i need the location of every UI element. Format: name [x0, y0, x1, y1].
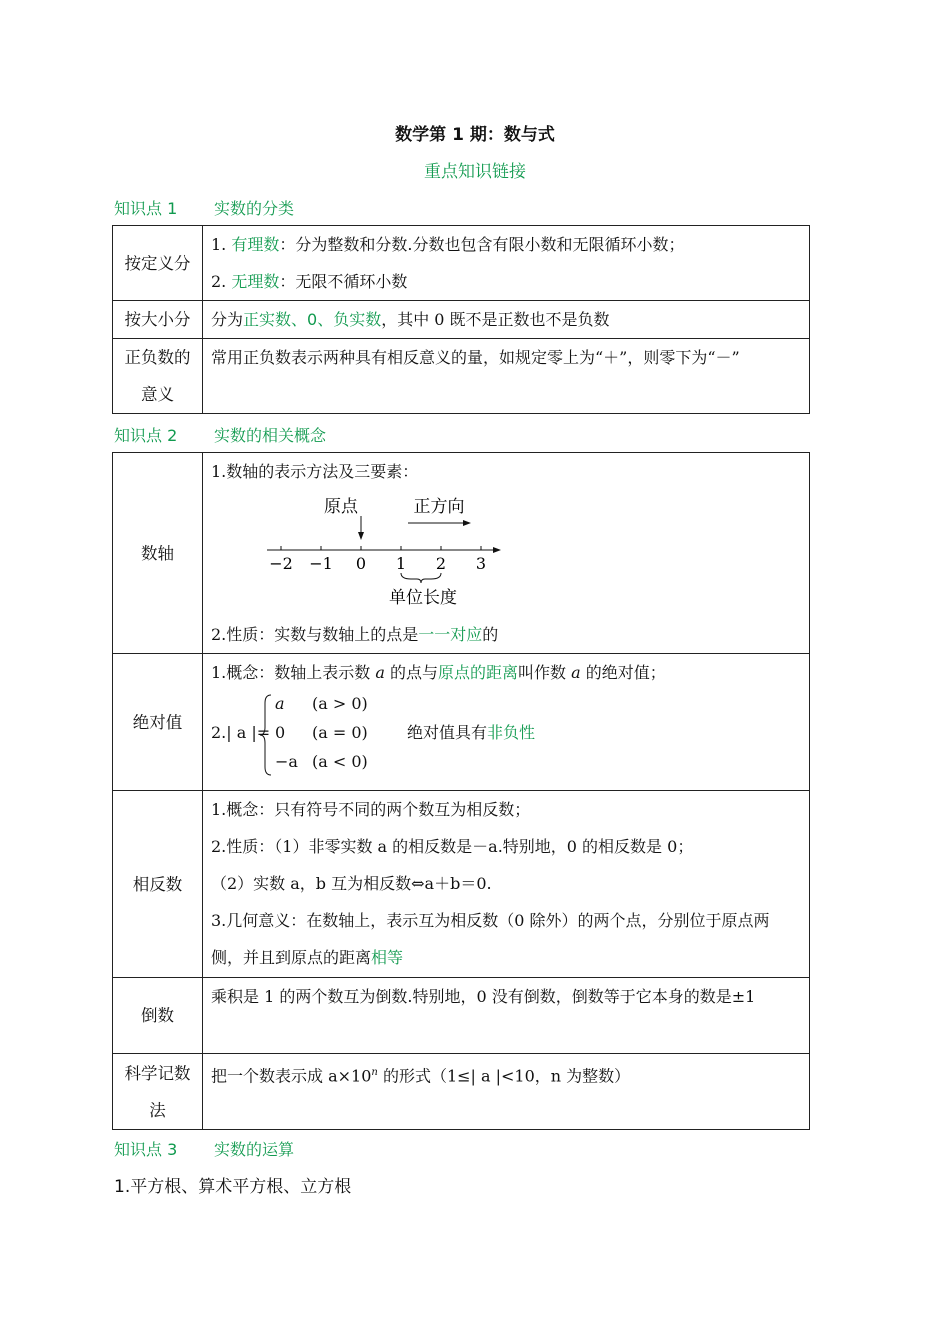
unit-length-label: 单位长度 [389, 588, 457, 608]
piecewise-brace [259, 691, 273, 779]
keyword: 相等 [371, 948, 404, 967]
kp2-title: 实数的相关概念 [214, 426, 327, 445]
row-content: 把一个数表示成 $a\times 10^n$ 的形式（1≤| a |<10，n 为整数） [203, 1054, 810, 1130]
row-content: 1.概念：数轴上表示数 a 的点与原点的距离叫作数 a 的绝对值； 2.| a |= a (a > 0) 0 (a = 0) −a (a < 0) 绝对值具有非负性 [203, 654, 810, 791]
case-condition: (a > 0) [312, 694, 368, 713]
section-heading: 1.平方根、算术平方根、立方根 [114, 1177, 352, 1197]
axis-arrow-head [493, 547, 501, 553]
tick-label: −2 [269, 554, 293, 573]
number-line-figure [211, 490, 801, 616]
keyword: 正实数、0、负实数 [243, 310, 382, 329]
number-line-svg [267, 490, 567, 616]
keyword: 有理数 [231, 235, 280, 254]
unit-brace [401, 573, 441, 583]
table-row [113, 1054, 810, 1130]
row-head: 按定义分 [113, 226, 203, 301]
kp2-heading [114, 423, 326, 446]
row-content: 乘积是 1 的两个数互为倒数.特别地，0 没有倒数，倒数等于它本身的数是±1 [203, 978, 810, 1054]
case-value: −a [275, 752, 298, 771]
origin-arrow-head [358, 532, 364, 540]
row-content: 1. 有理数：分为整数和分数.分数也包含有限小数和无限循环小数； 2. 无理数：无限不循环小数 [203, 226, 810, 301]
keyword: 原点的距离 [438, 663, 519, 682]
row-head: 倒数 [113, 978, 203, 1054]
table-row [113, 791, 810, 978]
table-row [113, 339, 810, 414]
tick-label: −1 [309, 554, 333, 573]
row-content: 分为正实数、0、负实数，其中 0 既不是正数也不是负数 [203, 301, 810, 339]
page-subtitle: 重点知识链接 [424, 162, 526, 182]
direction-arrow-head [463, 520, 471, 526]
kp2-table [112, 452, 810, 1130]
row-head: 按大小分 [113, 301, 203, 339]
row-content: 1.概念：只有符号不同的两个数互为相反数； 2.性质：（1）非零实数 a 的相反数是－a.特别地，0 的相反数是 0； （2）实数 a，b 互为相反数⇔a＋b＝0. 3.几何意义：在数轴上，表示互为相反数（0 除外）的两个点，分别位于原点两侧，并且到原点的距离相等 [203, 791, 810, 978]
row-content: 常用正负数表示两种具有相反意义的量，如规定零上为“＋”，则零下为“－” [203, 339, 810, 414]
tick-label: 2 [435, 554, 447, 573]
table-row [113, 654, 810, 791]
abs-lhs: 2.| a |= [211, 723, 271, 742]
table-row [113, 453, 810, 654]
kp3-label: 知识点 3 [114, 1140, 178, 1159]
case-condition: (a = 0) [312, 723, 368, 742]
keyword: 一一对应 [418, 625, 483, 644]
abs-note: 绝对值具有非负性 [407, 723, 536, 742]
kp2-label: 知识点 2 [114, 426, 178, 445]
tick-label: 1 [395, 554, 407, 573]
row-head: 绝对值 [113, 654, 203, 791]
kp3-title: 实数的运算 [214, 1140, 295, 1159]
row-head: 相反数 [113, 791, 203, 978]
origin-label: 原点 [324, 497, 358, 517]
kp1-title: 实数的分类 [214, 199, 295, 218]
row-head: 正负数的意义 [113, 339, 203, 414]
tick-label: 0 [355, 554, 367, 573]
kp1-table [112, 225, 810, 414]
case-value: 0 [275, 723, 286, 742]
page-title: 数学第 1 期：数与式 [395, 125, 555, 145]
tick-label: 3 [475, 554, 487, 573]
kp1-heading [114, 196, 294, 219]
table-row [113, 226, 810, 301]
abs-piecewise [211, 691, 801, 779]
row-head: 数轴 [113, 453, 203, 654]
keyword: 无理数 [231, 272, 280, 291]
row-head: 科学记数法 [113, 1054, 203, 1130]
keyword: 非负性 [487, 723, 536, 742]
direction-label: 正方向 [413, 497, 465, 517]
kp1-label: 知识点 1 [114, 199, 178, 218]
case-condition: (a < 0) [312, 752, 368, 771]
table-row [113, 978, 810, 1054]
table-row [113, 301, 810, 339]
case-value: a [275, 694, 285, 713]
kp3-heading [114, 1137, 294, 1160]
row-content: 1.数轴的表示方法及三要素： 原点 正方向 −2 −1 0 1 2 3 单位长度 2.性质：实数与数轴上的点是一一对应的 [203, 453, 810, 654]
